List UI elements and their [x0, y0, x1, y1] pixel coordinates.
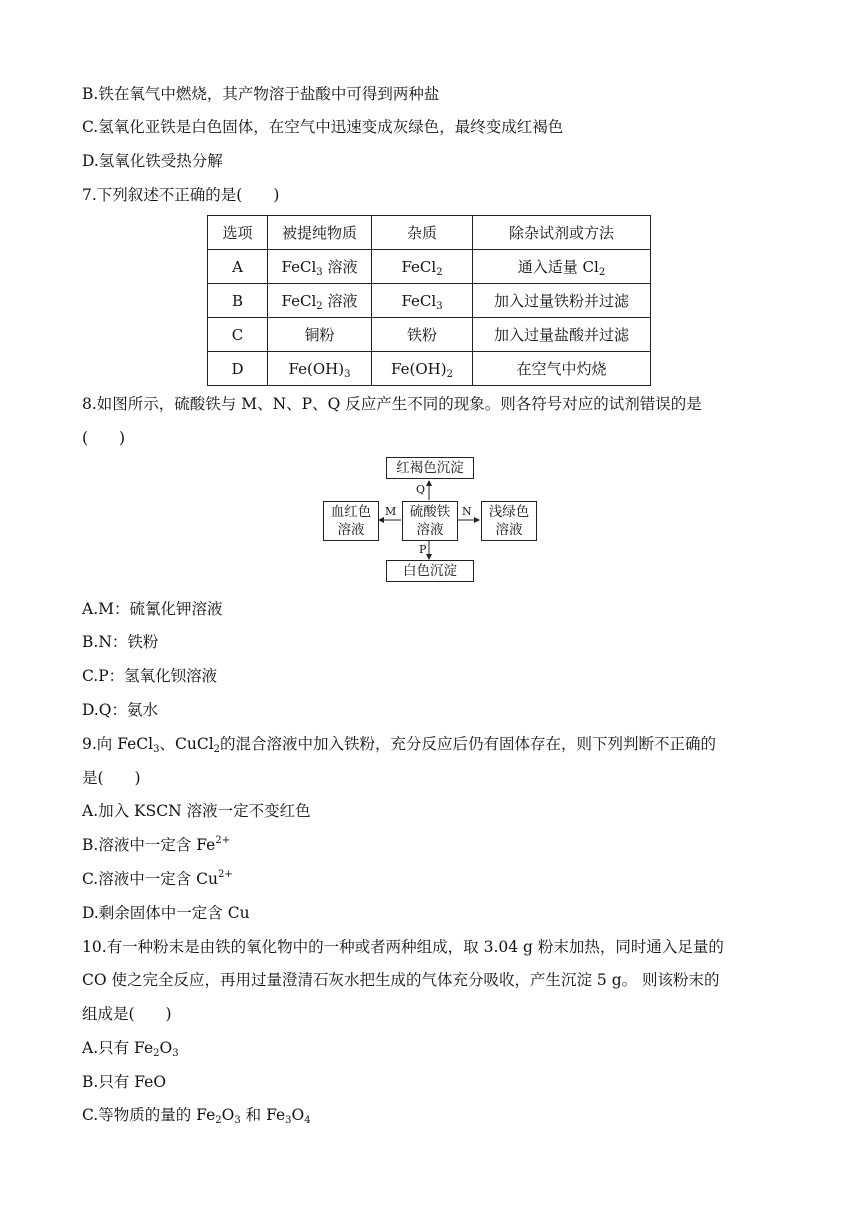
q9-option-b-text: B.溶液中一定含 Fe	[82, 836, 216, 854]
q10-option-a: A.只有 $Fe_2O_3$	[82, 1039, 179, 1059]
right-line-2: 溶液	[495, 522, 523, 538]
table-cell: 加入过量盐酸并过滤	[473, 318, 651, 352]
q6-option-b: B.铁在氧气中燃烧，其产物溶于盐酸中可得到两种盐	[82, 85, 440, 103]
table-cell: FeCl$_3$ 溶液	[268, 250, 372, 284]
q9-stem: 9.向 FeCl$_3$、CuCl$_2$的混合溶液中加入铁粉，充分反应后仍有固体存在，则下列判断不正确的	[82, 735, 717, 755]
table-cell: FeCl$_2$	[372, 250, 473, 284]
table-cell: 铁粉	[372, 318, 473, 352]
label-m: M	[385, 505, 397, 518]
q8-option-a: A.M：硫氰化钾溶液	[82, 600, 223, 618]
q9-stem-paren: 是( )	[82, 769, 141, 787]
q8-stem-paren: ( )	[82, 429, 126, 447]
q7-table	[207, 215, 651, 386]
table-row	[208, 284, 651, 318]
table-cell: A	[208, 250, 268, 284]
q9-option-b-charge: 2+	[215, 835, 231, 846]
label-q: Q	[416, 483, 426, 496]
q8-option-d: D.Q：氨水	[82, 701, 159, 719]
table-cell: 加入过量铁粉并过滤	[473, 284, 651, 318]
q9-option-a: A.加入 KSCN 溶液一定不变红色	[82, 802, 311, 820]
center-line-2: 溶液	[416, 522, 444, 538]
q9-option-c	[82, 869, 233, 889]
table-row	[208, 318, 651, 352]
q7-stem: 7.下列叙述不正确的是( )	[82, 186, 280, 204]
q6-option-c: C.氢氧化亚铁是白色固体，在空气中迅速变成灰绿色，最终变成红褐色	[82, 118, 564, 136]
table-cell: $Fe(OH)_3$	[268, 352, 372, 386]
q8-stem: 8.如图所示，硫酸铁与 M、N、P、Q 反应产生不同的现象。则各符号对应的试剂错误的是	[82, 395, 702, 413]
table-cell: D	[208, 352, 268, 386]
table-cell: 在空气中灼烧	[473, 352, 651, 386]
header-cell: 杂质	[372, 216, 473, 250]
table-cell: FeCl$_2$ 溶液	[268, 284, 372, 318]
q9-stem-part: 、CuCl	[159, 735, 214, 753]
table-row	[208, 352, 651, 386]
q9-option-d: D.剩余固体中一定含 Cu	[82, 904, 250, 922]
diagram-right-box	[481, 501, 537, 541]
q9-stem-part: 9.向 FeCl	[82, 735, 154, 753]
q10-stem-1: 10.有一种粉末是由铁的氧化物中的一种或者两种组成，取 3.04 g 粉末加热，同时通入足量的	[82, 938, 724, 956]
diagram-top-box: 红褐色沉淀	[386, 457, 474, 479]
right-line-1: 浅绿色	[488, 504, 530, 520]
header-cell: 选项	[208, 216, 268, 250]
q10-option-c-text: 和 Fe	[245, 1106, 286, 1124]
table-cell: $Fe(OH)_2$	[372, 352, 473, 386]
header-cell: 除杂试剂或方法	[473, 216, 651, 250]
table-header-row	[208, 216, 651, 250]
q8-option-b: B.N：铁粉	[82, 633, 159, 651]
label-n: N	[462, 505, 472, 518]
center-line-1: 硫酸铁	[409, 504, 451, 520]
q10-stem-2: CO 使之完全反应，再用过量澄清石灰水把生成的气体充分吸收，产生沉淀 5 g。 则该粉末的	[82, 971, 720, 989]
label-p: P	[419, 543, 427, 556]
q10-option-b: B.只有 FeO	[82, 1073, 167, 1091]
table-row	[208, 250, 651, 284]
table-cell: FeCl$_3$	[372, 284, 473, 318]
q10-option-c-text: C.等物质的量的 Fe	[82, 1106, 216, 1124]
q9-option-b	[82, 835, 230, 855]
left-line-1: 血红色	[330, 504, 372, 520]
q9-stem-part: 的混合溶液中加入铁粉，充分反应后仍有固体存在，则下列判断不正确的	[220, 735, 717, 753]
q9-option-c-text: C.溶液中一定含 Cu	[82, 870, 219, 888]
header-cell: 被提纯物质	[268, 216, 372, 250]
diagram-left-box	[323, 501, 379, 541]
q8-option-c: C.P：氢氧化钡溶液	[82, 667, 218, 685]
q10-option-a-text: A.只有 Fe	[82, 1039, 154, 1057]
q10-option-c: C.等物质的量的 $Fe_2O_3$ 和 $Fe_3O_4$	[82, 1106, 311, 1126]
table-cell: 通入适量 $Cl_2$	[473, 250, 651, 284]
q6-option-d: D.氢氧化铁受热分解	[82, 152, 223, 170]
q10-stem-3: 组成是( )	[82, 1005, 172, 1023]
table-cell: C	[208, 318, 268, 352]
left-line-2: 溶液	[337, 522, 365, 538]
diagram-center-box	[402, 501, 458, 541]
table-cell: 铜粉	[268, 318, 372, 352]
table-cell: B	[208, 284, 268, 318]
q9-option-c-charge: 2+	[218, 869, 233, 880]
diagram-bottom-box: 白色沉淀	[386, 560, 474, 582]
